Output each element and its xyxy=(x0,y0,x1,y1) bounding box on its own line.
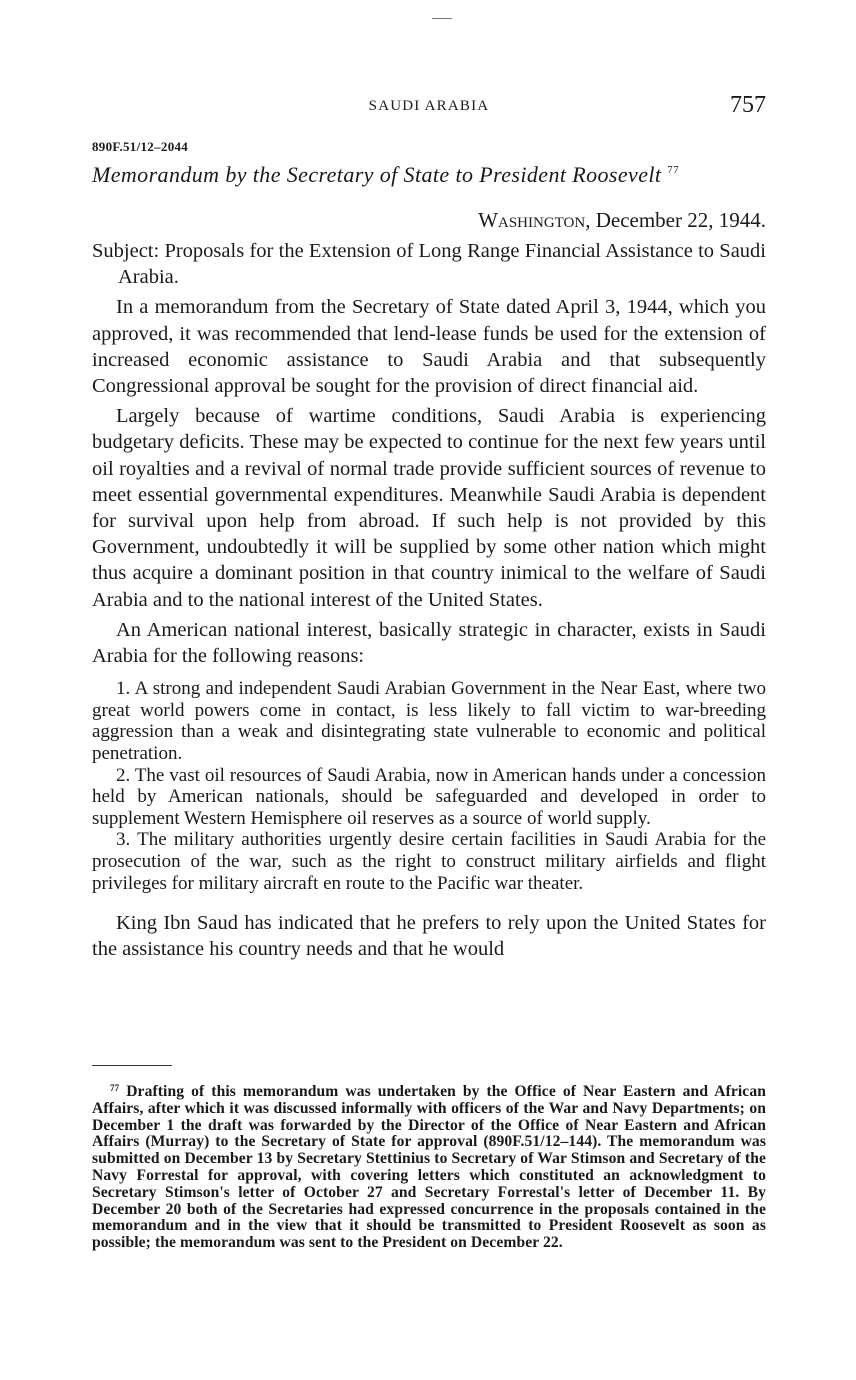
subject-line: Subject: Proposals for the Extension of Long Range Financial Assistance to Saudi Arabia. xyxy=(92,240,766,289)
footnote-marker: 77 xyxy=(110,1083,120,1093)
dateline-place: Washington xyxy=(478,208,586,232)
top-margin-mark xyxy=(432,18,452,19)
reason-2: 2. The vast oil resources of Saudi Arabia, now in American hands under a concession held by American nationals, should be safeguarded and developed in order to supplement Western Hemisphere oil reserves as a source of world supply. xyxy=(92,764,766,829)
closing-paragraph: King Ibn Saud has indicated that he prefers to rely upon the United States for the assistance his country needs and that he would xyxy=(92,912,766,961)
reason-3: 3. The military authorities urgently desire certain facilities in Saudi Arabia for the prosecution of the war, such as the right to construct military airfields and flight privileges for military aircraft en route to the Pacific war theater. xyxy=(92,829,766,894)
paragraph-1: In a memorandum from the Secretary of State dated April 3, 1944, which you approved, it was recommended that lend-lease funds be used for the extension of increased economic assistance to Saudi Arabia and that subsequently Congressional approval be sought for the provision of direct financial aid. xyxy=(92,296,766,398)
document-title xyxy=(92,162,766,188)
dateline-date: , December 22, 1944. xyxy=(585,208,766,232)
running-title: SAUDI ARABIA xyxy=(368,98,490,114)
footnote xyxy=(92,1080,766,1252)
reason-1: 1. A strong and independent Saudi Arabian Government in the Near East, where two great world powers come in contact, is less likely to fall victim to war-breeding aggression than a weak and disintegrating state vulnerable to economic and political penetration. xyxy=(92,678,766,765)
paragraph-2: Largely because of wartime conditions, Saudi Arabia is experiencing budgetary deficits. These may be expected to continue for the next few years until oil royalties and a revival of normal trade provide sufficient sources of revenue to meet essential governmental expenditures. Meanwhile Saudi Arabia is dependent for survival upon help from abroad. If such help is not provided by this Government, undoubtedly it will be supplied by some other nation which might thus acquire a dominant position in that country inimical to the welfare of Saudi Arabia and to the national interest of the United States. xyxy=(92,405,766,611)
paragraph-3: An American national interest, basically strategic in character, exists in Saudi Arabia for the following reasons: xyxy=(92,618,766,668)
dateline xyxy=(478,208,766,233)
document-title-text: Memorandum by the Secretary of State to President Roosevelt xyxy=(92,162,662,187)
page-number: 757 xyxy=(730,92,766,118)
footnote-text: Drafting of this memorandum was undertaken by the Office of Near Eastern and African Affairs, after which it was discussed informally with officers of the War and Navy Departments; on December 1 the draft was forwarded by the Director of the Office of Near Eastern and African Affairs (Murray) to the Secretary of State for approval (890F.51/12–144). The memorandum was submitted on December 13 by Secretary Stettinius to Secretary of War Stimson and Secretary of the Navy Forrestal for approval, with covering letters which constituted an acknowledgment to Secretary Stimson's letter of October 27 and Secretary Forrestal's letter of December 11. By December 20 both of the Secretaries had expressed concurrence in the proposals contained in the memorandum and in the view that it should be transmitted to President Roosevelt as soon as possible; the memorandum was sent to the President on December 22. xyxy=(92,1083,767,1252)
memo-body xyxy=(92,238,766,963)
running-head xyxy=(92,94,766,120)
file-reference: 890F.51/12–2044 xyxy=(92,139,189,154)
title-footnote-ref: 77 xyxy=(667,164,680,176)
reasons-list xyxy=(92,678,766,894)
footnote-divider xyxy=(92,1065,172,1066)
